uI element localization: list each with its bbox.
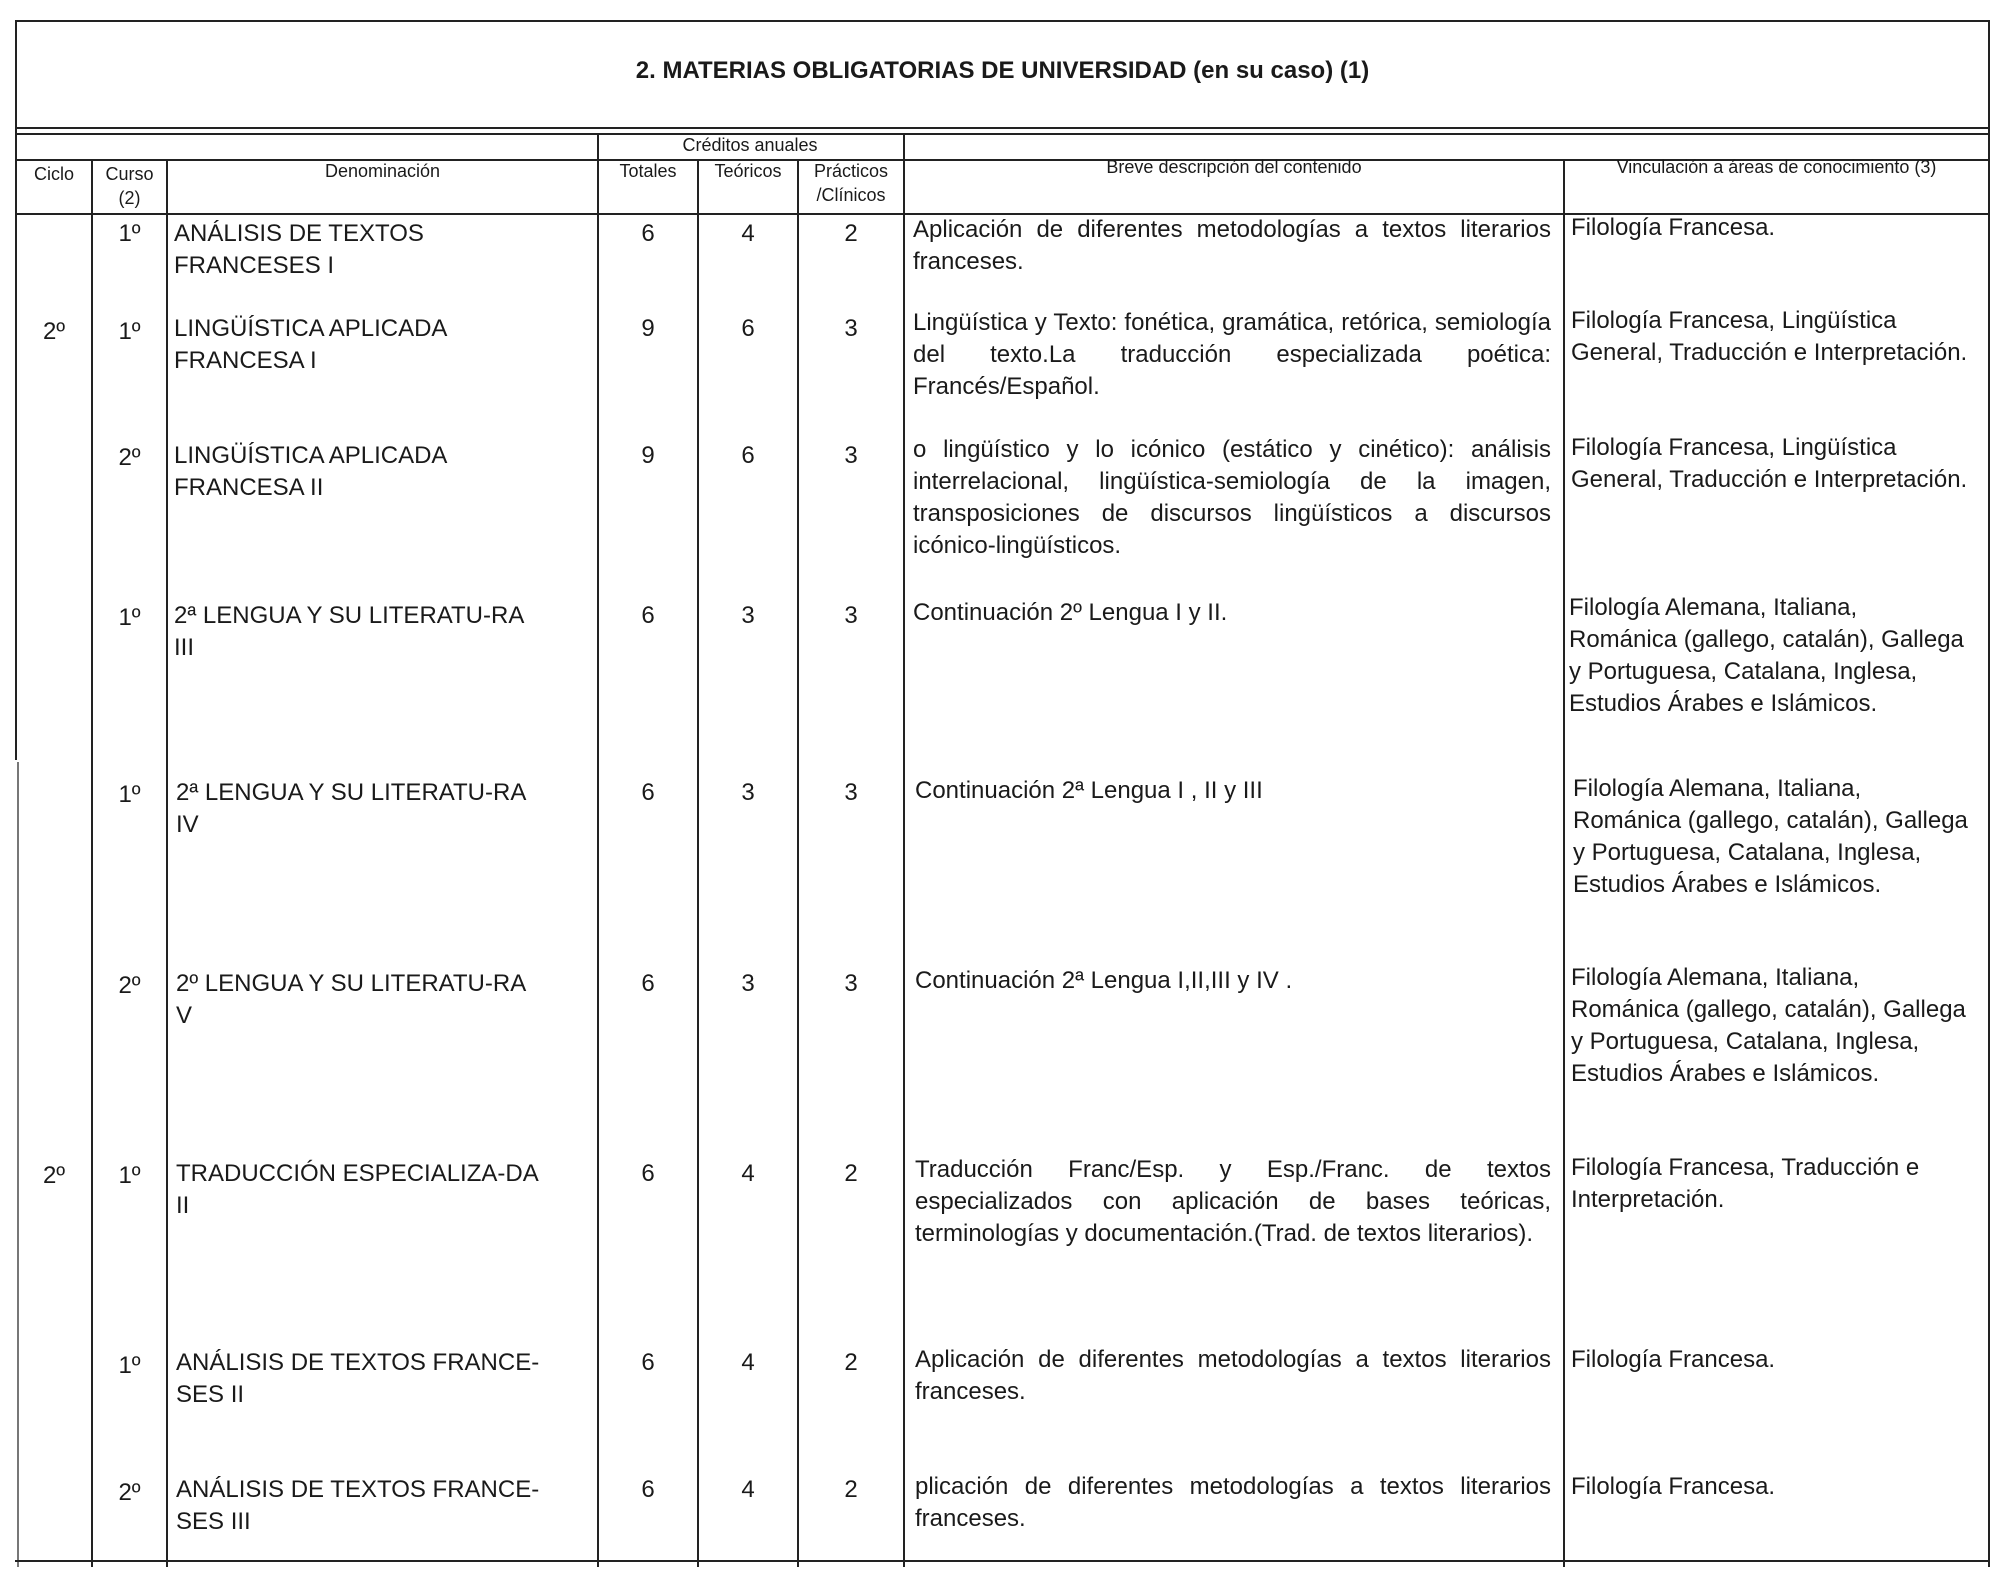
row-4-practicos: 3 [844,602,858,629]
row-2-practicos: 3 [844,315,858,342]
header-ciclo: Ciclo [33,164,74,184]
header-totales: Totales [619,161,677,181]
header-teoricos: Teóricos [714,161,782,181]
row-8-vinculacion: Filología Francesa. [1571,1346,1776,1373]
row-7-totales: 6 [641,1160,655,1187]
rule-credits-top [15,133,1990,135]
row-8-totales: 6 [641,1349,655,1376]
row-6-curso: 2º [118,972,141,999]
rule-col-descripcion [903,133,905,1567]
row-6-descripcion: Continuación 2ª Lengua I,II,III y IV . [915,967,1293,994]
row-9-totales: 6 [641,1476,655,1503]
row-7-denominacion: TRADUCCIÓN ESPECIALIZA-DA II [176,1160,538,1219]
row-4-curso: 1º [118,604,141,631]
row-3-vinculacion: Filología Francesa, Lingüística General, Traducción e Interpretación. [1571,434,1968,493]
row-8-teoricos: 4 [741,1349,755,1376]
row-5-vinculacion: Filología Alemana, Italiana, Románica (gallego, catalán), Gallega y Portuguesa, Catalana, Inglesa, Estudios Árabes e Islámicos. [1573,775,1968,898]
row-2-vinculacion: Filología Francesa, Lingüística General, Traducción e Interpretación. [1571,307,1968,366]
row-5-curso: 1º [118,781,141,808]
row-8-denominacion: ANÁLISIS DE TEXTOS FRANCE-SES II [176,1349,540,1408]
rule-title-bottom [15,127,1990,129]
row-7-practicos: 2 [844,1160,858,1187]
row-3-totales: 9 [641,442,655,469]
row-7-vinculacion: Filología Francesa, Traducción e Interpretación. [1571,1154,1920,1213]
row-9-practicos: 2 [844,1476,858,1503]
row-1-denominacion: ANÁLISIS DE TEXTOS FRANCESES I [174,220,424,279]
row-6-denominacion: 2º LENGUA Y SU LITERATU-RA V [176,970,525,1029]
row-6-totales: 6 [641,970,655,997]
row-4-totales: 6 [641,602,655,629]
row-6-vinculacion: Filología Alemana, Italiana, Románica (gallego, catalán), Gallega y Portuguesa, Catalana, Inglesa, Estudios Árabes e Islámicos. [1571,964,1966,1087]
row-5-practicos: 3 [844,779,858,806]
row-4-descripcion: Continuación 2º Lengua I y II. [913,599,1228,626]
header-descripcion: Breve descripción del contenido [1106,157,1362,177]
rule-col-vinculacion [1563,159,1565,1567]
row-2-denominacion: LINGÜÍSTICA APLICADA FRANCESA I [174,315,447,374]
row-1-totales: 6 [641,220,655,247]
row-2-teoricos: 6 [741,315,755,342]
row-7-teoricos: 4 [741,1160,755,1187]
row-6-teoricos: 3 [741,970,755,997]
row-7-ciclo: 2º [42,1162,66,1189]
row-9-vinculacion: Filología Francesa. [1571,1473,1776,1500]
row-1-descripcion: Aplicación de diferentes metodologías a textos literarios franceses. [913,216,1551,275]
row-3-denominacion: LINGÜÍSTICA APLICADA FRANCESA II [174,442,447,501]
rule-col-denominacion [166,159,168,1567]
row-9-teoricos: 4 [741,1476,755,1503]
row-4-teoricos: 3 [741,602,755,629]
header-creditos: Créditos anuales [682,135,818,155]
row-1-practicos: 2 [844,220,858,247]
row-8-curso: 1º [118,1352,141,1379]
row-9-descripcion: plicación de diferentes metodologías a textos literarios franceses. [915,1473,1551,1532]
row-4-vinculacion: Filología Alemana, Italiana, Románica (gallego, catalán), Gallega y Portuguesa, Catalana, Inglesa, Estudios Árabes e Islámicos. [1569,594,1964,717]
row-3-descripcion: o lingüístico y lo icónico (estático y cinético): análisis interrelacional, lingüística-semiología de la imagen, transposiciones de discursos lingüísticos a discursos icónico-lingüísticos. [913,436,1551,559]
row-9-curso: 2º [118,1479,141,1506]
row-8-practicos: 2 [844,1349,858,1376]
row-2-totales: 9 [641,315,655,342]
row-1-vinculacion: Filología Francesa. [1571,214,1776,241]
header-practicos: Prácticos [813,161,889,181]
rule-top [15,20,1990,22]
row-4-denominacion: 2ª LENGUA Y SU LITERATU-RA III [174,602,523,661]
header-denominacion: Denominación [324,161,441,181]
row-5-teoricos: 3 [741,779,755,806]
row-8-descripcion: Aplicación de diferentes metodologías a textos literarios franceses. [915,1346,1551,1405]
rule-bottom [15,1560,1990,1562]
row-2-ciclo: 2º [42,318,66,345]
row-6-practicos: 3 [844,970,858,997]
row-3-practicos: 3 [844,442,858,469]
row-3-curso: 2º [118,444,141,471]
row-2-curso: 1º [118,318,141,345]
rule-right [1988,20,1990,1567]
header-curso: Curso [105,164,154,184]
page-title: 2. MATERIAS OBLIGATORIAS DE UNIVERSIDAD (en su caso) (1) [635,57,1370,84]
header-curso-note: (2) [118,188,141,208]
row-9-denominacion: ANÁLISIS DE TEXTOS FRANCE-SES III [176,1476,540,1535]
row-3-teoricos: 6 [741,442,755,469]
row-1-teoricos: 4 [741,220,755,247]
row-7-curso: 1º [118,1162,141,1189]
row-7-descripcion: Traducción Franc/Esp. y Esp./Franc. de textos especializados con aplicación de bases teóricas, terminologías y documentación.(Trad. de textos literarios). [915,1156,1551,1247]
row-5-descripcion: Continuación 2ª Lengua I , II y III [915,777,1263,804]
header-clinicos: /Clínicos [816,185,886,205]
rule-left-top [15,20,17,760]
row-5-denominacion: 2ª LENGUA Y SU LITERATU-RA IV [176,779,525,838]
row-1-curso: 1º [118,220,141,247]
row-5-totales: 6 [641,779,655,806]
header-vinculacion: Vinculación a áreas de conocimiento (3) [1616,157,1937,177]
row-2-descripcion: Lingüística y Texto: fonética, gramática, retórica, semiología del texto.La traducción especializada poética: Francés/Español. [913,309,1551,400]
